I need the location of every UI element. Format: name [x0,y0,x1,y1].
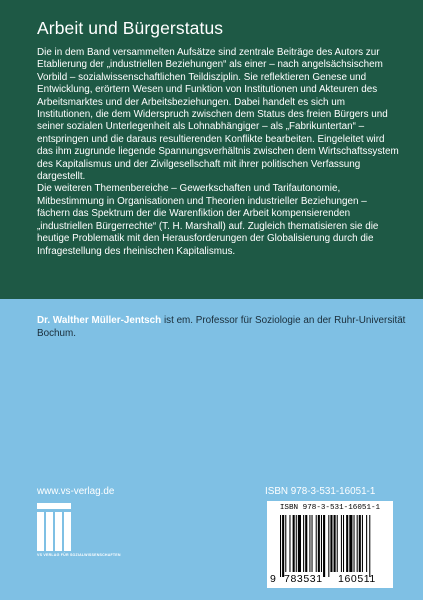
barcode-bar [354,515,355,572]
barcode-bar [296,515,297,572]
barcode-bar [282,515,284,577]
barcode-bar [369,515,370,577]
book-title: Arbeit und Bürgerstatus [37,18,224,38]
barcode-bar [346,515,348,572]
barcode-bar [312,515,313,572]
barcode-bar [362,515,363,572]
barcode-bar [341,515,342,572]
barcode-bar [337,515,338,572]
barcode-bar [321,515,322,572]
description-paragraph-2: Die weiteren Themenbereiche – Gewerkschaften und Tarifautonomie, Mitbestimmung in Organisationen und Theorien industrieller Beziehungen – fächern das Spektrum der die Warenfiktion der Arbeit kompensierenden „industriellen Bürgerrechte“ (T. H. Marshall) auf. Zugleich thematisieren sie die heutige Problematik mit den Herausforderungen der Globalisierung durch die Infragestellung des rheinischen Kapitalismus. [37,183,379,257]
barcode-bar [357,515,358,572]
vs-verlag-logo-icon [37,503,119,551]
barcode-bar [316,515,317,572]
barcode-digit-first: 9 [270,573,277,585]
barcode [267,501,393,588]
publisher-url[interactable]: www.vs-verlag.de [37,486,115,497]
barcode-bar [293,515,295,572]
barcode-bar [280,515,281,577]
barcode-bar [318,515,320,572]
description-paragraph-1: Die in dem Band versammelten Aufsätze sind zentrale Beiträge des Autors zur Etablierung der „industriellen Beziehungen“ als einer – nach angelsächsischem Vorbild – sozialwissenschaftlichen Teildisziplin. Sie reflektieren Genese und Entwicklung, erörtern Wesen und Funktion von Institutionen und Akteuren des Arbeitsmarktes und der Arbeitsbeziehungen. Dabei handelt es sich um Institutionen, die dem Widerspruch zwischen dem Status des freien Bürgers und seiner sozialen Unterlegenheit als Lohnabhängiger – als „Fabrikuntertan“ – entspringen und die daraus resultierenden Konflikte bearbeiten. Eingeleitet wird das ihm zugrunde liegende Spannungsverhältnis zwischen dem Wirtschaftssystem des Kapitalismus und der Zivilgesellschaft mit ihrer politischen Verfassung dargestellt. [37,47,399,183]
barcode-bar [328,515,329,577]
barcode-bar [309,515,310,572]
barcode-bar [349,515,352,572]
barcode-bar [343,515,344,572]
barcode-isbn-text: ISBN 978-3-531-16051-1 [279,504,381,512]
description-panel [0,0,423,299]
barcode-bar [330,515,332,572]
barcode-digits-right: 160511 [338,573,376,585]
publisher-logo-text: VS VERLAG FÜR SOZIALWISSENSCHAFTEN [37,553,121,557]
author-name: Dr. Walther Müller-Jentsch [37,315,162,326]
barcode-bar [359,515,361,572]
barcode-bar [305,515,307,572]
author-bio [37,315,407,340]
isbn-label: ISBN 978-3-531-16051-1 [265,486,376,497]
barcode-bar [366,515,367,572]
barcode-bar [298,515,301,572]
barcode-bar [289,515,290,572]
barcode-bar [285,515,286,572]
barcode-digits-left: 783531 [284,573,323,585]
author-bio-text: ist em. Professor für Soziologie an der Ruhr-Universität Bochum. [37,315,406,339]
barcode-bar [303,515,304,572]
barcode-bar [334,515,336,572]
barcode-bar [323,515,325,577]
